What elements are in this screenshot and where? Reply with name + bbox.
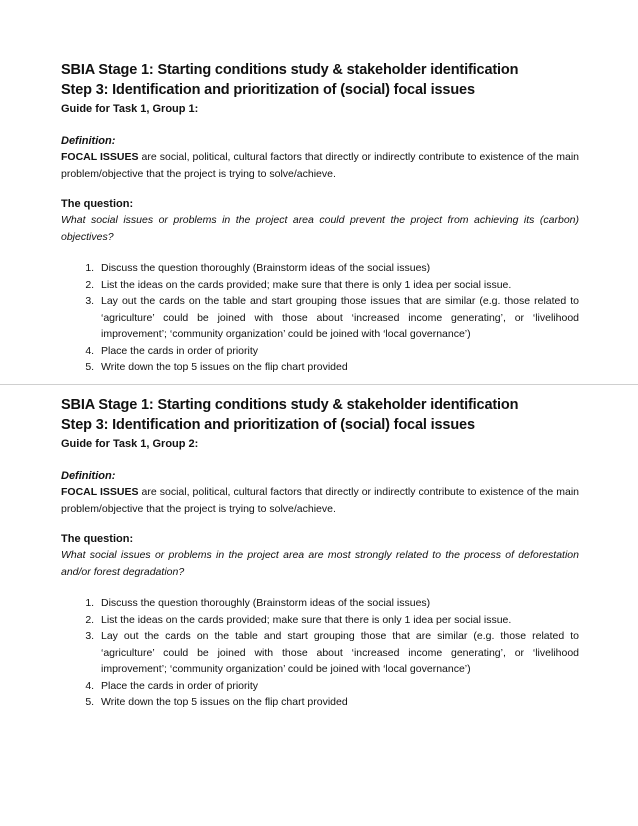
definition-text: are social, political, cultural factors that directly or indirectly contribute to existence of the main problem/objective that the project is trying to solve/achieve. <box>61 486 579 515</box>
step-item: 5. Write down the top 5 issues on the flip chart provided <box>97 359 579 376</box>
step-item: 1. Discuss the question thoroughly (Brainstorm ideas of the social issues) <box>97 595 579 612</box>
step-title: Step 3: Identification and prioritization of (social) focal issues <box>61 417 475 433</box>
step-item: 5. Write down the top 5 issues on the flip chart provided <box>97 694 579 711</box>
steps-list <box>61 595 579 711</box>
question-heading: The question: <box>61 533 134 545</box>
guide-label: Guide for Task 1, Group 1: <box>61 103 199 115</box>
question-text: What social issues or problems in the project area could prevent the project from achieving its (carbon) objectives? <box>61 214 579 243</box>
definition-heading: Definition: <box>61 470 116 482</box>
stage-title: SBIA Stage 1: Starting conditions study & stakeholder identification <box>61 62 519 78</box>
definition-text: are social, political, cultural factors that directly or indirectly contribute to existence of the main problem/objective that the project is trying to solve/achieve. <box>61 151 579 180</box>
step-item: 3. Lay out the cards on the table and start grouping those issues that are similar (e.g. those related to ‘agriculture’ could be joined with those about ‘increased income generating’, or ‘livelihood improvement’; ‘community organization’ could be joined with ‘local governance’) <box>97 293 579 343</box>
definition-heading: Definition: <box>61 135 116 147</box>
definition-paragraph <box>61 149 579 182</box>
stage-title: SBIA Stage 1: Starting conditions study & stakeholder identification <box>61 397 519 413</box>
task-guide-group-1 <box>61 60 579 376</box>
step-item: 4. Place the cards in order of priority <box>97 343 579 360</box>
step-item: 2. List the ideas on the cards provided; make sure that there is only 1 idea per social issue. <box>97 277 579 294</box>
step-title: Step 3: Identification and prioritization of (social) focal issues <box>61 82 475 98</box>
step-item: 2. List the ideas on the cards provided; make sure that there is only 1 idea per social issue. <box>97 612 579 629</box>
step-item: 3. Lay out the cards on the table and start grouping those that are similar (e.g. those related to ‘agriculture’ could be joined with those about ‘increased income generating’, or ‘livelihood improvement’; ‘community organization’ could be joined with ‘local governance’) <box>97 628 579 678</box>
steps-list <box>61 260 579 376</box>
step-item: 4. Place the cards in order of priority <box>97 678 579 695</box>
definition-paragraph <box>61 484 579 517</box>
section-divider <box>0 384 638 385</box>
step-item: 1. Discuss the question thoroughly (Brainstorm ideas of the social issues) <box>97 260 579 277</box>
question-text: What social issues or problems in the project area are most strongly related to the process of deforestation and/or forest degradation? <box>61 549 579 578</box>
task-guide-group-2 <box>61 395 579 711</box>
question-heading: The question: <box>61 198 134 210</box>
guide-label: Guide for Task 1, Group 2: <box>61 438 199 450</box>
definition-term: FOCAL ISSUES <box>61 486 139 498</box>
definition-term: FOCAL ISSUES <box>61 151 139 163</box>
